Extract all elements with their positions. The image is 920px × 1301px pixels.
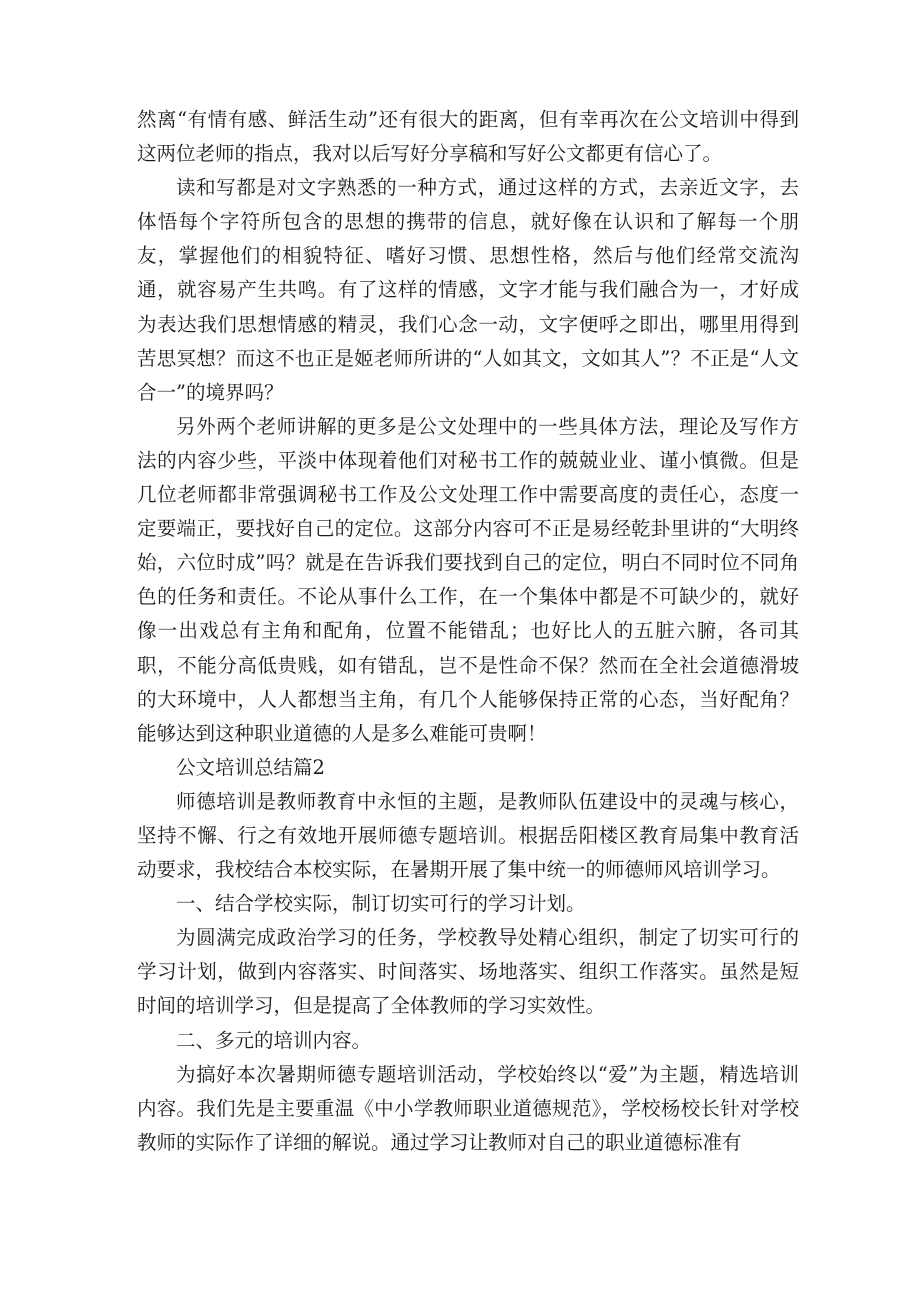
paragraph-7: 为圆满完成政治学习的任务，学校教导处精心组织，制定了切实可行的学习计划，做到内容落实、时间落实、场地落实、组织工作落实。虽然是短时间的培训学习，但是提高了全体教师的学习实效性。 bbox=[137, 926, 799, 1018]
paragraph-1: 然离“有情有感、鲜活生动”还有很大的距离，但有幸再次在公文培训中得到这两位老师的指点，我对以后写好分享稿和写好公文都更有信心了。 bbox=[137, 108, 799, 166]
subheading-2: 二、多元的培训内容。 bbox=[176, 1028, 372, 1052]
document-body bbox=[137, 103, 799, 1160]
subheading-1: 一、结合学校实际，制订切实可行的学习计划。 bbox=[176, 892, 586, 916]
paragraph-5: 师德培训是教师教育中永恒的主题，是教师队伍建设中的灵魂与核心，坚持不懈、行之有效地开展师德专题培训。根据岳阳楼区教育局集中教育活动要求，我校结合本校实际，在暑期开展了集中统一的师德师风培训学习。 bbox=[137, 789, 799, 882]
paragraph-2: 读和写都是对文字熟悉的一种方式，通过这样的方式，去亲近文字，去体悟每个字符所包含的思想的携带的信息，就好像在认识和了解每一个朋友，掌握他们的相貌特征、嗜好习惯、思想性格，然后与他们经常交流沟通，就容易产生共鸣。有了这样的情感，文字才能与我们融合为一，才好成为表达我们思想情感的精灵，我们心念一动，文字便呼之即出，哪里用得到苦思冥想？而这不也正是姬老师所讲的“人如其文，文如其人”？不正是“人文合一”的境界吗？ bbox=[137, 176, 799, 404]
section-heading-part-2: 公文培训总结篇2 bbox=[176, 755, 325, 779]
paragraph-3: 另外两个老师讲解的更多是公文处理中的一些具体方法，理论及写作方法的内容少些，平淡中体现着他们对秘书工作的兢兢业业、谨小慎微。但是几位老师都非常强调秘书工作及公文处理工作中需要高度的责任心，态度一定要端正，要找好自己的定位。这部分内容可不正是易经乾卦里讲的“大明终始，六位时成”吗？就是在告诉我们要找到自己的定位，明白不同时位不同角色的任务和责任。不论从事什么工作，在一个集体中都是不可缺少的，就好像一出戏总有主角和配角，位置不能错乱；也好比人的五脏六腑，各司其职，不能分高低贵贱，如有错乱，岂不是性命不保？然而在全社会道德滑坡的大环境中，人人都想当主角，有几个人能够保持正常的心态，当好配角？能够达到这种职业道德的人是多么难能可贵啊！ bbox=[137, 414, 799, 745]
paragraph-9: 为搞好本次暑期师德专题培训活动，学校始终以“爱”为主题，精选培训内容。我们先是主要重温《中小学教师职业道德规范》，学校杨校长针对学校教师的实际作了详细的解说。通过学习让教师对自己的职业道德标准有 bbox=[137, 1062, 799, 1154]
